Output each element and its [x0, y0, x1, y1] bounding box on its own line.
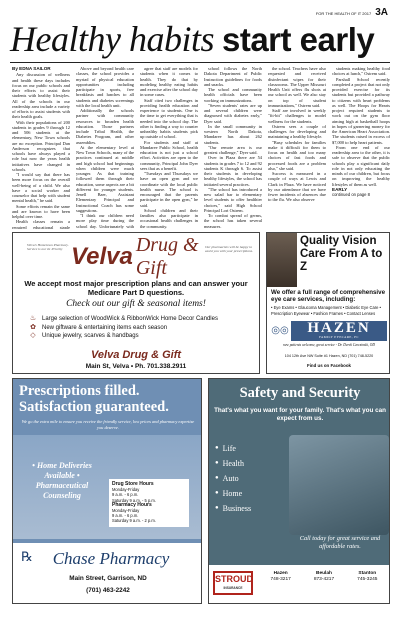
column-paragraphs	[76, 66, 134, 229]
jewelry-icon: ◇	[30, 332, 36, 339]
chase-headline: Prescriptions filled. Satisfaction guaranteed.	[19, 383, 169, 415]
velva-drug-ad	[12, 232, 260, 374]
stroud-call-to-action: Call today for great service and affordable rates.	[299, 535, 381, 550]
running-head	[0, 8, 388, 18]
article-paragraph: Any discussion of wellness and health these days includes focus on our public schools and their efforts to assist their students with healthy lifestyles. All of the schools in our readership area include a variety of efforts to assist students with their health goals.	[12, 72, 70, 120]
article-column-5	[268, 66, 326, 229]
article-paragraph: Staff cited two challenges in providing health education and experience to students. One is the time to get everything that is needed into the school day. The other is finding a way to counter unhealthy habits students pick up outside of school.	[140, 97, 198, 140]
office	[271, 571, 291, 583]
article-paragraph: Staff are involved in weekly "fit-bit" challenges to model wellness for the students.	[268, 108, 326, 124]
velva-item	[29, 324, 249, 333]
chase-address: Main Street, Garrison, ND	[69, 575, 147, 582]
candle-icon: ♨	[29, 315, 37, 322]
stroud-offices	[259, 571, 389, 583]
article-paragraph: Additionally the schools partner with community resources to broaden health education. Those partners include Tribal Health, the Diabetes Program, and other assemblies.	[76, 108, 134, 145]
velva-address: Main St, Velva • Ph. 701.338.2911	[85, 363, 187, 370]
chase-logo-band	[13, 543, 202, 604]
hazen-services: • Eye Exams • Glaucoma Management • Diabetic Eye Care • Prescription Eyewear • Fashion Frames • Contact Lenses	[271, 305, 381, 316]
article-paragraph: From one end of our readership area to the other, it is safe to observe that the public schools play a significant daily role in not only educating the minds of our children, but focus on improving the healthy lifestyles of them as well.	[332, 144, 390, 187]
column-paragraphs	[268, 66, 326, 203]
bullet-icon: ●	[215, 490, 219, 496]
office-city: Beulah	[315, 571, 332, 576]
headline-bold: start early	[221, 21, 375, 58]
velva-item-text: Unique jewelry, scarves & handbags	[42, 333, 139, 339]
hazen-tagline: new patients welcome, great service - Dr. Derek Czeczinski, OD	[283, 343, 375, 347]
continued-line[interactable]: continued on page 8	[332, 192, 370, 197]
article-paragraph: At the elementary level at New Town Schools, many of the practices continued at middle and high school had beginnings when children were much younger. As that training followed them through their education, some aspects are a bit different for younger students. Jenell Baer, Assistant Elementary Principal and Instructional Coach has some suggestions.	[76, 144, 134, 213]
article-column-4	[204, 66, 262, 229]
velva-tagline-right: Our pharmacists will be happy to assist you with your prescriptions.	[205, 245, 253, 254]
hazen-photo	[267, 233, 297, 287]
article-paragraph: School children and their families also participate in occasional health challenges in the community.	[140, 207, 198, 229]
office	[357, 571, 377, 583]
article-paragraph: "Busy schedules for families make it difficult for them to focus on health and too many choices of fast foods and processed foods are a problem also," she said.	[268, 139, 326, 171]
article-paragraph: The school and community health officials have been working on immunizations.	[204, 87, 262, 103]
running-head-text: FOR THE HEALTH OF IT 2017	[315, 10, 372, 16]
chase-subhead: We go the extra mile to ensure you receive the friendly service, low prices and pharmacy expertise you deserve.	[21, 419, 195, 430]
column-paragraphs	[332, 66, 390, 187]
stroud-logo	[213, 571, 253, 595]
store-hours-title: Drug Store Hours	[112, 481, 154, 487]
column-paragraphs	[12, 72, 70, 229]
article-paragraph: Some efforts remain the same and are known to have been helpful over time.	[12, 203, 70, 219]
chase-name: Chase Pharmacy	[52, 549, 170, 568]
article-paragraph: "Seven students' rates are up and several children were diagnosed with diabetes early," Dyer said.	[204, 102, 262, 124]
article-paragraph: Health classes remain a required educational staple	[12, 219, 70, 229]
coverage-item	[215, 456, 295, 471]
article-paragraph: students making healthy food choices at lunch," Ostrem said.	[332, 66, 390, 77]
article-paragraph: Above and beyond health care classes, the school provides a myriad of physical education opportunities including participate in sports, free breakfasts and lunches to all students and diabetes screenings with the local health unit.	[76, 66, 134, 108]
article-paragraph: Parshall School recently completed a project that not only provided exercise for its students but provided a pathway to citizens with heart problems as well. The Hoops for Hearts project required students to work out on the gym floor aiming high at basketball hoops in hopes of garnering money for the American Heart Association. The students raised in excess of $7,000 to help heart patients.	[332, 76, 390, 145]
article-paragraph: "I would say that there has been more focus on the overall well-being of a child. We also have a social worker and counselor that help with student mental health," he said.	[12, 172, 70, 204]
article-paragraph: "The school has introduced a new salad bar to elementary level students to offer healthier choices," said High School Principal Lori Ostrem.	[204, 186, 262, 213]
velva-store-name: Velva Drug & Gift	[90, 349, 182, 361]
velva-headline: We accept most major prescription plans and can answer your Medicare Part D questions.	[24, 279, 248, 297]
stroud-logo-sub: INSURANCE	[223, 586, 243, 590]
article-paragraph: In the small community in western North Dakota, Mandaree has about 262 students.	[204, 123, 262, 145]
hazen-offer: We offer a full range of comprehensive eye care services, including:	[271, 289, 386, 304]
office-phone: 873-4217	[313, 577, 335, 582]
pharmacy-hours-title: Pharmacy Hours	[112, 501, 152, 508]
chase-phone: (701) 463-2242	[86, 587, 130, 594]
jump-word: EARLY	[332, 186, 348, 192]
velva-logo	[71, 234, 201, 279]
office-phone: 748-3217	[270, 577, 291, 582]
velva-gift-callout: Check out our gift & seasonal items!	[66, 299, 206, 309]
article-column-3	[140, 66, 198, 229]
velva-item-text: Large selection of WoodWick & RibbonWick Home Decor Candles	[42, 316, 218, 322]
pharmacy-hours-line: Monday-Friday	[112, 508, 140, 514]
stroud-photo	[289, 435, 389, 535]
article-paragraph: "Tuesdays and Thursdays we have an open gym and we coordinate with the local public health nurse. The school is encouraged that the parents participate in the open gym," he said.	[140, 171, 198, 208]
bullet-icon: ●	[215, 445, 219, 451]
pharmacy-hours-line: 9 a.m. - 6 p.m.	[112, 513, 139, 519]
article-paragraph: To combat spread of germs, the school has taken several measures.	[204, 213, 262, 229]
coverage-label: Auto	[222, 474, 239, 483]
velva-item	[29, 332, 249, 341]
article-body	[12, 66, 390, 229]
office-phone: 745-3245	[357, 577, 378, 582]
coverage-label: Business	[222, 504, 252, 513]
eyeglasses-icon: ◎◎	[271, 325, 289, 336]
chase-hours-box	[109, 479, 189, 527]
page-number: 3A	[375, 7, 388, 18]
hazen-facebook[interactable]: Find us on Facebook	[307, 363, 351, 368]
hazen-logo	[291, 321, 387, 341]
column-paragraphs	[204, 66, 262, 229]
coverage-label: Life	[222, 444, 236, 453]
hazen-address: 104 12th Ave NW Suite #1 Hazen, ND (701) 748-5220	[284, 354, 374, 358]
article-paragraph: agree that staff are models for students when it comes to health. They do that by modeling healthy eating habits and exercise after the school day in some cases.	[140, 66, 198, 98]
article-paragraph: the school. Teachers have also requested and received disinfectant wipes for their classrooms. The Upper Missouri Health Unit offers flu shots at our school as well. We also stay on top of student immunizations," Ostrem said.	[268, 66, 326, 108]
bullet-icon: ●	[215, 460, 219, 466]
article-paragraph: Success is measured in a couple of ways at Lewis and Clark in Plaza. We have noticed by our attendance that we have fewer incidents of absences due to the flu. We also observe	[268, 171, 326, 203]
coverage-item	[215, 441, 295, 456]
coverage-item	[215, 486, 295, 501]
velva-item-list	[29, 315, 249, 341]
article-column-1	[12, 66, 70, 229]
hazen-eyecare-ad	[266, 232, 390, 374]
stroud-coverage-list	[215, 441, 295, 516]
article-headline	[10, 18, 390, 60]
velva-item-text: New giftware & entertaining items each season	[42, 324, 168, 331]
article-paragraph: "Our remote area is our greatest challenge," Dyer said.	[204, 144, 262, 155]
column-paragraphs	[140, 66, 198, 229]
coverage-label: Home	[222, 489, 243, 498]
store-hours-line: 9 a.m. - 6 p.m.	[112, 492, 139, 498]
store-hours-line: Saturday 9 a.m. - 5 p.m.	[112, 497, 156, 503]
stroud-insurance-ad	[208, 378, 390, 604]
gift-icon: ✿	[30, 323, 36, 331]
stroud-headline: Safety and Security	[239, 385, 361, 401]
hazen-headline: Quality Vision Care From A to Z	[300, 235, 383, 273]
velva-tagline-left: Velva's Hometown Pharmacy. Service is our #1 Priority	[27, 243, 69, 252]
article-paragraph: Ostrem sees a couple of challenges for developing and maintaining a healthy lifestyle.	[268, 123, 326, 140]
velva-logo-drug-gift: Drug & Gift	[135, 234, 199, 279]
coverage-item	[215, 471, 295, 486]
rx-icon: ℞	[21, 549, 33, 564]
stroud-logo-word: STROUD	[215, 574, 253, 584]
article-column-2	[76, 66, 134, 229]
office-city: Hazen	[273, 571, 288, 576]
article-paragraph: "I think our children need more play time during the school day. Unfortunately with	[76, 213, 134, 229]
hazen-logo-main: HAZEN	[307, 320, 371, 336]
hazen-logo-sub: FAMILY EYECARE, PC	[319, 335, 359, 339]
velva-item	[29, 315, 249, 324]
bullet-icon: ●	[215, 475, 219, 481]
article-paragraph: Over in Plaza there are 54 students in grades 7 to 12 and 92 students K through 6. To assist their students in developing healthy lifestyles, the school has initiated several practices.	[204, 155, 262, 187]
byline: By EDNA SAILOR	[12, 66, 51, 71]
article-paragraph: For students and staff at Mandaree Public School, health education is not just a school effort. Activities are open to the community, Principal John Dyer sees that as a benefit.	[140, 139, 198, 171]
store-hours-line: Monday-Friday	[112, 487, 140, 493]
article-column-6	[332, 66, 390, 229]
velva-logo-word: Velva	[71, 243, 133, 270]
coverage-label: Health	[222, 459, 244, 468]
stroud-footer	[209, 565, 390, 604]
article-paragraph: school follows the North Dakota Department of Public Instruction guidelines for foods and snacks.	[204, 66, 262, 87]
headline-italic: Healthy habits	[10, 19, 214, 59]
article-paragraph: With their populations of 200 students in grades 9 through 12 and 506 students at the elementary, New Town schools are no exception. Principal Dan Anderson recognizes that schools have always played a role but now the years health initiatives have changed in schools.	[12, 119, 70, 172]
office-city: Stanton	[358, 571, 377, 576]
office	[314, 571, 334, 583]
coverage-item	[215, 501, 295, 516]
chase-pharmacy-ad	[12, 378, 202, 604]
chase-services: • Home Deliveries Available • Pharmaceutical Counseling	[32, 461, 92, 500]
pharmacy-hours-line: Saturday 9 a.m. - 2 p.m.	[112, 518, 156, 524]
headline-rule	[10, 62, 390, 63]
stroud-subhead: That's what you want for your family. That's what you can expect from us.	[214, 407, 386, 422]
bullet-icon: ●	[215, 505, 219, 511]
